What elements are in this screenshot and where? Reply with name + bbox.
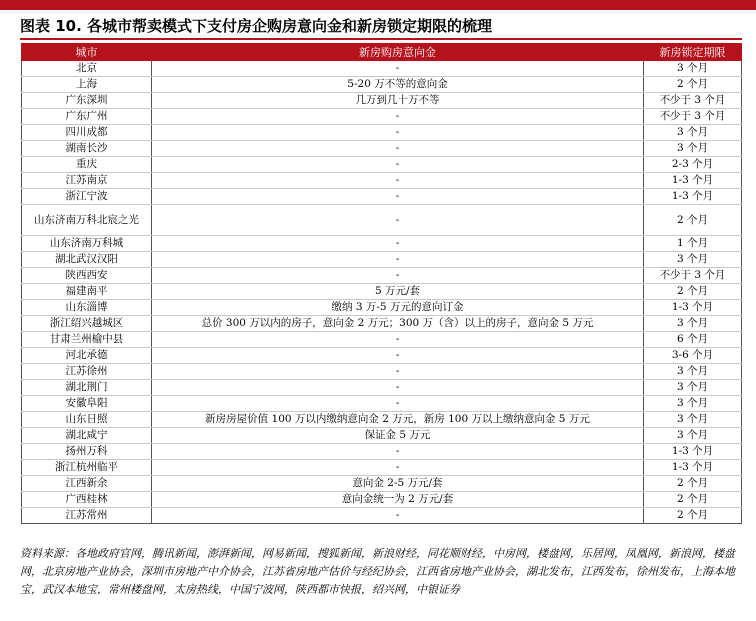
cell-city: 山东日照 <box>22 412 152 428</box>
cell-lock-period: 3 个月 <box>644 61 742 77</box>
cell-city: 安徽阜阳 <box>22 396 152 412</box>
table-row <box>22 412 742 428</box>
table-row <box>22 205 742 236</box>
cell-lock-period: 2 个月 <box>644 492 742 508</box>
cell-lock-period: 3 个月 <box>644 396 742 412</box>
cell-lock-period: 3-6 个月 <box>644 348 742 364</box>
cell-deposit: - <box>152 380 644 396</box>
table-row <box>22 460 742 476</box>
cell-lock-period: 3 个月 <box>644 316 742 332</box>
cell-lock-period: 1-3 个月 <box>644 189 742 205</box>
cell-lock-period: 6 个月 <box>644 332 742 348</box>
table-row <box>22 316 742 332</box>
cell-lock-period: 3 个月 <box>644 252 742 268</box>
cell-deposit: - <box>152 460 644 476</box>
source-note: 资料来源：各地政府官网，腾讯新闻，澎湃新闻，网易新闻，搜狐新闻，新浪财经，同花顺财经，中房网，楼盘网，乐居网，凤凰网，新浪网，楼盘网，北京房地产业协会，深圳市房地产中介协会，江苏省房地产估价与经纪协会，江西省房地产业协会，湖北发布，江西发布，徐州发布，上海本地宝，武汉本地宝，常州楼盘网，太房热线，中国宁波网，陕西都市快报，绍兴网，中银证券 <box>20 547 735 596</box>
cell-city: 湖北咸宁 <box>22 428 152 444</box>
table-row <box>22 476 742 492</box>
cell-city: 浙江绍兴越城区 <box>22 316 152 332</box>
table-row <box>22 173 742 189</box>
cell-lock-period: 不少于 3 个月 <box>644 93 742 109</box>
table-row <box>22 93 742 109</box>
cell-deposit: - <box>152 205 644 236</box>
cell-city: 福建南平 <box>22 284 152 300</box>
column-header-deposit: 新房购房意向金 <box>152 44 644 61</box>
cell-deposit: - <box>152 189 644 205</box>
cell-lock-period: 2 个月 <box>644 77 742 93</box>
cell-lock-period: 2 个月 <box>644 284 742 300</box>
cell-deposit: 新房房屋价值 100 万以内缴纳意向金 2 万元，新房 100 万以上缴纳意向金 5 万元 <box>152 412 644 428</box>
cell-city: 浙江杭州临平 <box>22 460 152 476</box>
cell-city: 湖北荆门 <box>22 380 152 396</box>
figure-title: 图表 10. 各城市帮卖模式下支付房企购房意向金和新房锁定期限的梳理 <box>20 17 493 35</box>
cell-city: 广东广州 <box>22 109 152 125</box>
cell-lock-period: 不少于 3 个月 <box>644 268 742 284</box>
cell-deposit: 保证金 5 万元 <box>152 428 644 444</box>
cell-city: 江苏徐州 <box>22 364 152 380</box>
cell-lock-period: 1-3 个月 <box>644 444 742 460</box>
cell-lock-period: 3 个月 <box>644 125 742 141</box>
table-row <box>22 189 742 205</box>
cell-lock-period: 不少于 3 个月 <box>644 109 742 125</box>
table-row <box>22 364 742 380</box>
table-row <box>22 61 742 77</box>
cell-lock-period: 2 个月 <box>644 476 742 492</box>
cell-city: 湖北武汉汉阳 <box>22 252 152 268</box>
table-row <box>22 492 742 508</box>
table-row <box>22 508 742 524</box>
cell-lock-period: 3 个月 <box>644 141 742 157</box>
cell-city: 陕西西安 <box>22 268 152 284</box>
cell-lock-period: 3 个月 <box>644 428 742 444</box>
table-row <box>22 396 742 412</box>
cell-lock-period: 1-3 个月 <box>644 300 742 316</box>
table-row <box>22 284 742 300</box>
cell-city: 上海 <box>22 77 152 93</box>
cell-deposit: 几万到几十万不等 <box>152 93 644 109</box>
table-row <box>22 77 742 93</box>
table-row <box>22 348 742 364</box>
table-header-row <box>22 44 742 61</box>
cell-city: 江苏常州 <box>22 508 152 524</box>
column-header-lock-period: 新房锁定期限 <box>644 44 742 61</box>
cell-deposit: - <box>152 109 644 125</box>
cell-lock-period: 2-3 个月 <box>644 157 742 173</box>
cell-city: 广东深圳 <box>22 93 152 109</box>
cell-deposit: - <box>152 364 644 380</box>
table-row <box>22 236 742 252</box>
cell-lock-period: 2 个月 <box>644 205 742 236</box>
cell-deposit: - <box>152 61 644 77</box>
table-row <box>22 141 742 157</box>
cell-deposit: - <box>152 157 644 173</box>
column-header-city: 城市 <box>22 44 152 61</box>
cell-deposit: 5 万元/套 <box>152 284 644 300</box>
table-row <box>22 157 742 173</box>
cell-deposit: - <box>152 141 644 157</box>
cell-deposit: - <box>152 268 644 284</box>
table-row <box>22 252 742 268</box>
cell-city: 江西新余 <box>22 476 152 492</box>
cell-city: 广西桂林 <box>22 492 152 508</box>
city-deposit-table <box>21 43 742 524</box>
cell-deposit: - <box>152 173 644 189</box>
cell-lock-period: 3 个月 <box>644 364 742 380</box>
title-divider <box>20 38 742 40</box>
table-row <box>22 300 742 316</box>
cell-deposit: 总价 300 万以内的房子，意向金 2 万元；300 万（含）以上的房子，意向金 5 万元 <box>152 316 644 332</box>
cell-city: 重庆 <box>22 157 152 173</box>
table-row <box>22 125 742 141</box>
cell-lock-period: 1 个月 <box>644 236 742 252</box>
cell-deposit: - <box>152 332 644 348</box>
cell-deposit: - <box>152 252 644 268</box>
cell-city: 扬州万科 <box>22 444 152 460</box>
cell-lock-period: 2 个月 <box>644 508 742 524</box>
cell-lock-period: 3 个月 <box>644 380 742 396</box>
cell-city: 浙江宁波 <box>22 189 152 205</box>
cell-city: 河北承德 <box>22 348 152 364</box>
cell-deposit: 缴纳 3 万-5 万元的意向订金 <box>152 300 644 316</box>
table-row <box>22 268 742 284</box>
cell-city: 山东济南万科北宸之光 <box>22 205 152 236</box>
table-row <box>22 428 742 444</box>
table-body <box>22 61 742 524</box>
cell-deposit: - <box>152 236 644 252</box>
table-row <box>22 444 742 460</box>
cell-deposit: - <box>152 508 644 524</box>
table-row <box>22 332 742 348</box>
cell-city: 甘肃兰州榆中县 <box>22 332 152 348</box>
table-row <box>22 109 742 125</box>
cell-city: 湖南长沙 <box>22 141 152 157</box>
top-accent-bar <box>0 0 756 10</box>
cell-lock-period: 3 个月 <box>644 412 742 428</box>
cell-city: 江苏南京 <box>22 173 152 189</box>
cell-lock-period: 1-3 个月 <box>644 173 742 189</box>
cell-city: 山东济南万科城 <box>22 236 152 252</box>
cell-deposit: - <box>152 125 644 141</box>
cell-lock-period: 1-3 个月 <box>644 460 742 476</box>
cell-deposit: - <box>152 348 644 364</box>
cell-deposit: 意向金 2-5 万元/套 <box>152 476 644 492</box>
cell-deposit: - <box>152 444 644 460</box>
cell-city: 山东淄博 <box>22 300 152 316</box>
cell-deposit: - <box>152 396 644 412</box>
cell-city: 北京 <box>22 61 152 77</box>
table-row <box>22 380 742 396</box>
cell-deposit: 意向金统一为 2 万元/套 <box>152 492 644 508</box>
cell-deposit: 5-20 万不等的意向金 <box>152 77 644 93</box>
cell-city: 四川成都 <box>22 125 152 141</box>
